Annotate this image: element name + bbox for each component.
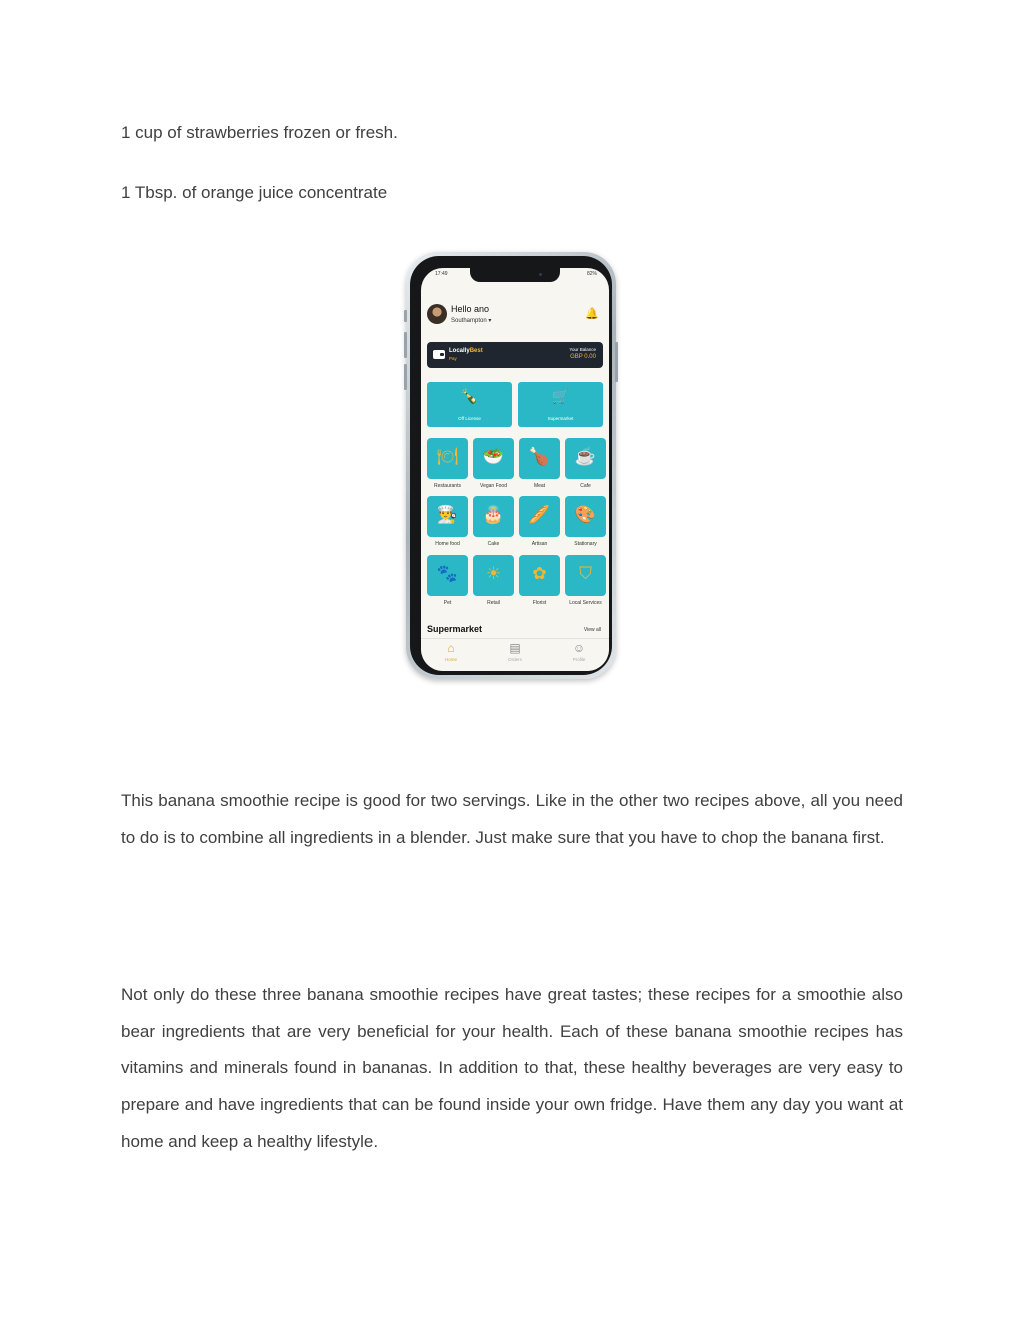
paw-icon: 🐾: [436, 564, 459, 583]
category-cafe[interactable]: ☕ Cafe: [565, 438, 606, 492]
category-vegan-food[interactable]: 🥗 Vegan Food: [473, 438, 514, 492]
bread-icon: 🥖: [528, 505, 551, 524]
meat-icon: 🍗: [528, 447, 551, 466]
tile-off-license[interactable]: 🍾 Off License: [427, 382, 512, 427]
orders-icon: ▤: [509, 641, 521, 655]
phone-bezel: [410, 256, 612, 675]
tile-supermarket[interactable]: 🛒 Supermarket: [518, 382, 603, 427]
category-retail[interactable]: ☀ Retail: [473, 555, 514, 609]
phone-screen: [421, 268, 609, 671]
greeting-header: [427, 304, 603, 328]
category-restaurants[interactable]: 🍽 Restaurants: [427, 438, 468, 492]
category-home-food[interactable]: 👨‍🍳 Home food: [427, 496, 468, 550]
sun-icon: ☀: [485, 564, 502, 583]
pay-balance-card[interactable]: [427, 342, 603, 368]
bell-icon[interactable]: 🔔: [585, 308, 599, 320]
status-battery: 82%: [586, 271, 597, 277]
greeting-text: Hello ano: [451, 304, 490, 314]
tab-profile[interactable]: ☺ Profile: [559, 641, 599, 662]
chef-icon: 👨‍🍳: [436, 505, 459, 524]
cafe-icon: ☕: [574, 447, 597, 466]
balance-value: GBP 0.00: [570, 354, 596, 360]
phone-notch: [470, 268, 560, 282]
pay-brand: LocallyBest: [449, 348, 483, 354]
cart-icon: 🛒: [551, 388, 570, 404]
wallet-icon: [433, 350, 445, 359]
ingredient-strawberries: 1 cup of strawberries frozen or fresh.: [121, 123, 398, 142]
tab-orders[interactable]: ▤ Orders: [495, 641, 535, 662]
category-stationary[interactable]: 🎨 Stationary: [565, 496, 606, 550]
status-time: 17:49: [435, 271, 448, 277]
palette-icon: 🎨: [574, 505, 597, 524]
shield-icon: ⛉: [579, 564, 592, 583]
category-local-services[interactable]: ⛉ Local Services: [565, 555, 606, 609]
phone-mockup-image: [406, 252, 616, 679]
tab-home[interactable]: ⌂ Home: [431, 641, 471, 662]
restaurant-icon: 🍽: [436, 447, 459, 466]
category-artisan[interactable]: 🥖 Artisan: [519, 496, 560, 550]
paragraph-benefits: Not only do these three banana smoothie recipes have great tastes; these recipes for a smoothie also bear ingredients that are very beneficial for your health. Each of these banana smoothie recipes has vitamins and minerals found in bananas. In addition to that, these healthy beverages are very easy to prepare and have ingredients that can be found inside your own fridge. Have them any day you want at home and keep a healthy lifestyle.: [121, 985, 903, 1151]
location-selector[interactable]: Southampton ▾: [451, 318, 492, 324]
profile-icon: ☺: [572, 641, 586, 655]
cake-icon: 🎂: [482, 505, 505, 524]
category-florist[interactable]: ✿ Florist: [519, 555, 560, 609]
paragraph-servings: This banana smoothie recipe is good for two servings. Like in the other two recipes above, all you need to do is to combine all ingredients in a blender. Just make sure that you have to chop the banana first.: [121, 791, 903, 847]
ingredient-orange-juice: 1 Tbsp. of orange juice concentrate: [121, 183, 388, 202]
bottles-icon: 🍾: [460, 388, 479, 404]
avatar[interactable]: [427, 304, 447, 324]
section-title-supermarket: Supermarket: [427, 624, 483, 634]
category-cake[interactable]: 🎂 Cake: [473, 496, 514, 550]
balance-label: Your Balance: [569, 347, 596, 352]
category-pet[interactable]: 🐾 Pet: [427, 555, 468, 609]
pay-brand-sub: Pay: [449, 356, 457, 361]
category-meat[interactable]: 🍗 Meat: [519, 438, 560, 492]
bottom-tab-bar: [421, 638, 609, 671]
home-icon: ⌂: [447, 641, 455, 655]
flower-icon: ✿: [532, 564, 547, 583]
vegan-icon: 🥗: [482, 447, 505, 466]
view-all-link[interactable]: View all: [583, 627, 601, 633]
